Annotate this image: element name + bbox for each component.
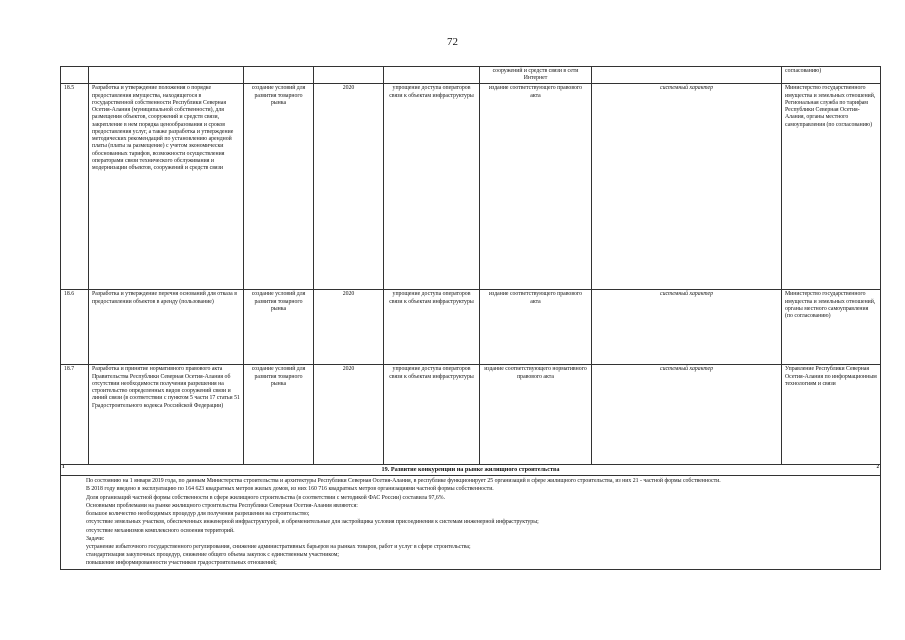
responsible-cell: Министерство государственного имущества и земельных отношений, Региональная служба по тарифам Республики Северная Осетия-Алания, органы местного самоуправления (по согласованию) [782, 84, 881, 290]
year-cell: 2020 [314, 365, 384, 465]
type-cell: системный характер [592, 290, 782, 365]
goal-cell: создание условий для развития товарного рынка [244, 290, 314, 365]
responsible-cell: Министерство государственного имущества и земельных отношений, органы местного самоуправления (по согласованию) [782, 290, 881, 365]
section-marker-right: 2 [876, 465, 879, 471]
table-row [61, 84, 881, 290]
row-number: 18.5 [61, 84, 89, 290]
table-row [61, 365, 881, 465]
year-cell: 2020 [314, 290, 384, 365]
section-body-row [61, 476, 881, 569]
measure-cell [89, 67, 244, 84]
measure-cell: Разработка и утверждение перечня оснований для отказа в предоставлении объектов в аренду (пользование) [89, 290, 244, 365]
section-body [61, 476, 881, 569]
row-number [61, 67, 89, 84]
paragraph: Задачи: [86, 535, 105, 542]
table-row [61, 67, 881, 84]
paragraph: отсутствие земельных участков, обеспеченных инженерной инфраструктурой, и обременительные для застройщика условия присоединения к системам инженерной инфраструктуры; [86, 519, 539, 526]
result-cell [384, 67, 480, 84]
page-number: 72 [447, 36, 458, 48]
type-cell: системный характер [592, 365, 782, 465]
section-title-cell [61, 465, 881, 476]
document-cell: издание соответствующего правового акта [480, 84, 592, 290]
result-cell: упрощение доступа операторов связи к объектам инфраструктуры [384, 84, 480, 290]
row-number: 18.7 [61, 365, 89, 465]
goal-cell [244, 67, 314, 84]
responsible-cell: Управление Республики Северная Осетия-Алания по информационным технологиям и связи [782, 365, 881, 465]
type-cell: системный характер [592, 84, 782, 290]
document-cell: издание соответствующего правового акта [480, 290, 592, 365]
result-cell: упрощение доступа операторов связи к объектам инфраструктуры [384, 365, 480, 465]
paragraph: стандартизация закупочных процедур, снижение общего объема закупок с единственным участником; [86, 552, 339, 559]
paragraph: отсутствие механизмов комплексного освоения территорий. [86, 527, 235, 534]
result-cell: упрощение доступа операторов связи к объектам инфраструктуры [384, 290, 480, 365]
paragraph: большое количество необходимых процедур для получения разрешения на строительство; [86, 511, 310, 518]
section-marker-left: 1 [62, 465, 65, 471]
row-number: 18.6 [61, 290, 89, 365]
measure-cell: Разработка и принятие нормативного правового акта Правительства Республики Северная Осетия-Алания об отсутствии необходимости получения разрешения на строительство определенных видов сооружений связи и линий связи (в соответствии с пунктом 5 части 17 статьи 51 Градостроительного кодекса Российской Федерации) [89, 365, 244, 465]
goal-cell: создание условий для развития товарного рынка [244, 84, 314, 290]
paragraph: устранение избыточного государственного регулирования, снижение административных барьеров на рынках товаров, работ и услуг в сфере строительства; [86, 543, 471, 550]
paragraph: Основными проблемами на рынке жилищного строительства Республики Северная Осетия-Алания являются: [86, 502, 358, 509]
measures-table [60, 66, 881, 570]
table-row [61, 290, 881, 365]
measure-cell: Разработка и утверждение положения о порядке предоставления имущества, находящегося в государственной собственности Республики Северная Осетия-Алания (муниципальной собственности), для размещения объектов, сооружений и средств связи, закрепление в нем порядка ценообразования и сроков предоставления услуг, а также разработка и утверждение методических рекомендаций по установлению арендной платы (платы за размещение) с учетом экономически обоснованных тарифов, возможности осуществления операторами связи технического обслуживания и модернизации объектов, сооружений и средств связи [89, 84, 244, 290]
goal-cell: создание условий для развития товарного рынка [244, 365, 314, 465]
type-cell [592, 67, 782, 84]
year-cell [314, 67, 384, 84]
paragraph: По состоянию на 1 января 2019 года, по данным Министерства строительства и архитектуры Республики Северная Осетия-Алания, в республике функционирует 25 организаций в сфере жилищного строительства, из них 21 - частной формы собственности. [86, 478, 721, 485]
year-cell: 2020 [314, 84, 384, 290]
responsible-cell: согласованию) [782, 67, 881, 84]
paragraph: В 2018 году введено в эксплуатацию по 164 623 квадратных метров жилых домов, из них 160 716 квадратных метров организациями частной формы собственности. [86, 486, 494, 493]
document-cell: издание соответствующего нормативного правового акта [480, 365, 592, 465]
section-header-row [61, 465, 881, 476]
document-cell: сооружений и средств связи в сети Интернет [480, 67, 592, 84]
paragraph: Доля организаций частной формы собственности в сфере жилищного строительства (в соответствии с методикой ФАС России) составила 97,6%. [86, 494, 446, 501]
paragraph: повышение информированности участников градостроительных отношений; [86, 560, 277, 567]
section-title: 19. Развитие конкуренции на рынке жилищного строительства [381, 466, 560, 474]
